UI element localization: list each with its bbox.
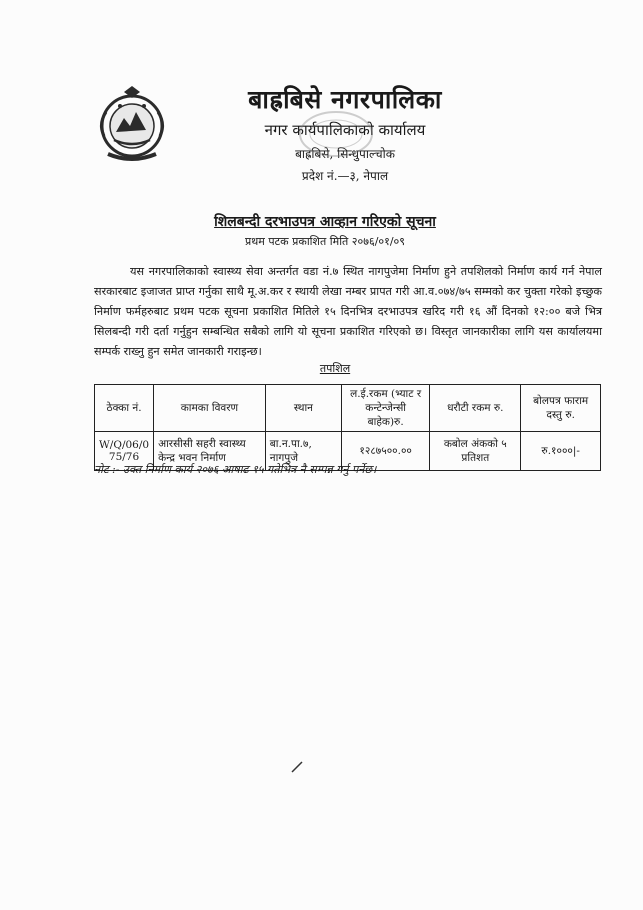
notice-body: यस नगरपालिकाको स्वास्थ्य सेवा अन्तर्गत वडा नं.७ स्थित नागपुजेमा निर्माण हुने तपशिलको निर्माण कार्य गर्न नेपाल सरकारबाट इजाजत प्राप्त गर्नुका साथै मू.अ.कर र स्थायी लेखा नम्बर प्रापत गरी आ.व.०७४/७५ सम्मको कर चुक्ता गरेको इच्छुक निर्माण फर्महरुबाट प्रथम पटक सूचना प्रकाशित मितिले १५ दिनभित्र दरभाउपत्र खरिद गरी १६ औं दिनको १२:०० बजे भित्र सिलबन्दी गरी दर्ता गर्नुहुन सम्बन्धित सबैको लागि यो सूचना प्रकाशित गरिएको छ। विस्तृत जानकारीका लागि यस कार्यालयमा सम्पर्क राख्नु हुन समेत जानकारी गराइन्छ।	[94, 265, 602, 358]
province-line: प्रदेश नं.—३, नेपाल	[301, 169, 389, 183]
note-line: नोट :- उक्त निर्माण कार्य २०७६ आषाढ १५ गतेभित्र नै सम्पन्न गर्नु पर्नेछ।	[94, 463, 377, 476]
header-estimate-amount: ल.ई.रकम (भ्याट र कन्टेन्जेन्सी बाहेक)रु.	[342, 385, 430, 432]
header-work-description: कामका विवरण	[154, 385, 266, 432]
tender-table	[94, 384, 601, 471]
cell-contract-no: W/Q/06/0 75/76	[95, 432, 154, 471]
org-name: बाह्रबिसे नगरपालिका	[248, 85, 442, 114]
header-form-fee: बोलपत्र फाराम दस्तु रु.	[521, 385, 601, 432]
publish-date: प्रथम पटक प्रकाशित मिति २०७६/०१/०९	[245, 235, 405, 248]
pen-mark-icon	[290, 760, 304, 774]
cell-form-fee: रु.१०००|-	[521, 432, 601, 471]
office-address: बाह्रबिसे, सिन्धुपाल्चोक	[295, 147, 395, 161]
header-location: स्थान	[265, 385, 341, 432]
cell-work-description: आरसीसी सहरी स्वास्थ्य केन्द्र भवन निर्माण	[154, 432, 266, 471]
cell-location: बा.न.पा.७, नागपुजे	[265, 432, 341, 471]
cell-estimate-amount: १२८७५००.००	[342, 432, 430, 471]
office-name: नगर कार्यपालिकाको कार्यालय	[264, 121, 426, 139]
header-deposit-amount: धरौटी रकम रु.	[430, 385, 521, 432]
table-header-row	[95, 385, 601, 432]
nepal-emblem-icon	[94, 84, 170, 164]
cell-deposit-amount: कबोल अंकको ५ प्रतिशत	[430, 432, 521, 471]
header-contract-no: ठेक्का नं.	[95, 385, 154, 432]
schedule-label: तपशिल	[319, 362, 351, 375]
office-stamp-icon	[296, 108, 376, 160]
notice-title: शिलबन्दी दरभाउपत्र आव्हान गरिएको सूचना	[214, 214, 436, 230]
